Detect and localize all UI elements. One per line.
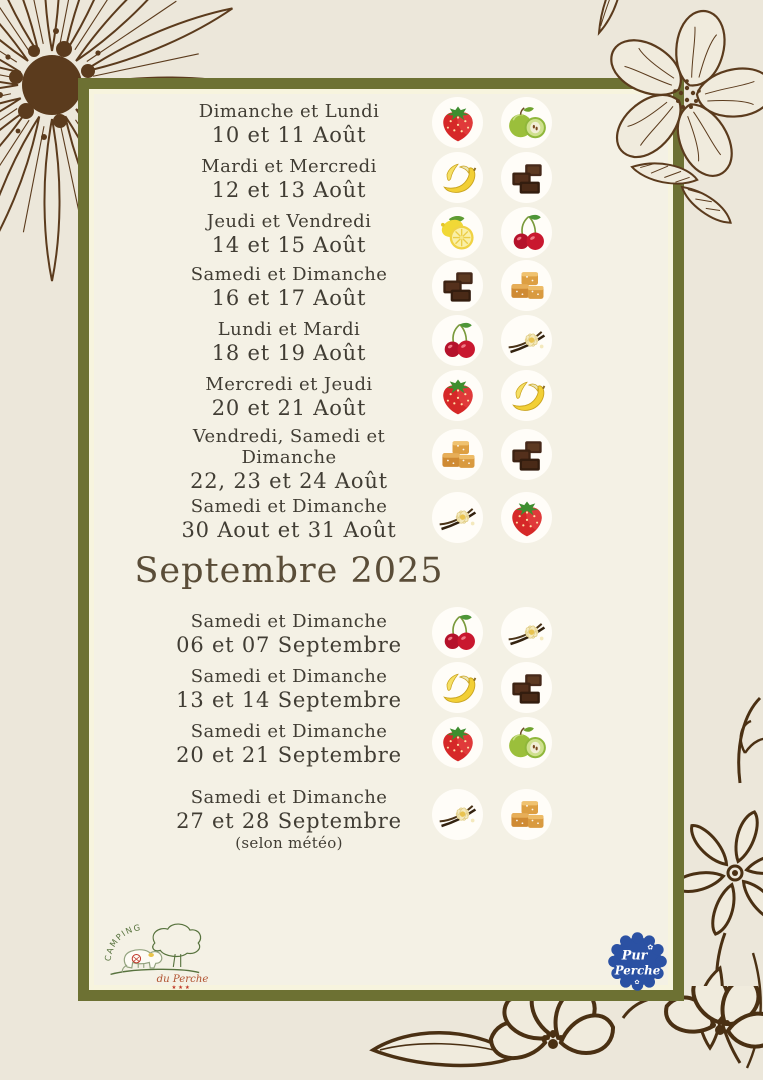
- row-dates: 10 et 11 Août: [211, 123, 367, 147]
- badge-text-line1: Pur: [621, 948, 648, 964]
- badge-flower-icon: ✿: [647, 943, 654, 952]
- section-heading-september: Septembre 2025: [134, 551, 444, 591]
- strawberry-icon: [432, 717, 483, 768]
- green-apple-icon: [501, 717, 552, 768]
- row-dates: 27 et 28 Septembre: [176, 809, 402, 833]
- row-weather-note: (selon météo): [235, 834, 343, 852]
- row-days: Jeudi et Vendredi: [206, 211, 372, 232]
- strawberry-icon: [432, 370, 483, 421]
- vanilla-icon: [432, 492, 483, 543]
- banana-icon: [432, 152, 483, 203]
- row-dates: 16 et 17 Août: [211, 286, 367, 310]
- caramel-icon: [432, 429, 483, 480]
- poster-content: [89, 89, 673, 990]
- row-days: Dimanche et Lundi: [198, 101, 380, 122]
- row-days: Samedi et Dimanche: [190, 787, 388, 808]
- row-dates: 18 et 19 Août: [211, 341, 367, 365]
- row-days: Vendredi, Samedi et Dimanche: [192, 426, 386, 468]
- logo-stars: ★ ★ ★: [171, 985, 190, 991]
- row-dates: 12 et 13 Août: [211, 178, 367, 202]
- cherry-icon: [501, 207, 552, 258]
- caramel-icon: [501, 260, 552, 311]
- row-dates: 14 et 15 Août: [211, 233, 367, 257]
- strawberry-icon: [501, 492, 552, 543]
- logo-arc-text: CAMPING: [102, 921, 143, 962]
- chocolate-icon: [501, 429, 552, 480]
- row-dates: 20 et 21 Septembre: [176, 743, 402, 767]
- chocolate-icon: [432, 260, 483, 311]
- badge-flower-icon: ✿: [634, 980, 640, 987]
- pur-perche-badge: [608, 932, 667, 991]
- row-days: Samedi et Dimanche: [190, 611, 388, 632]
- row-days: Samedi et Dimanche: [190, 721, 388, 742]
- row-dates: 06 et 07 Septembre: [176, 633, 402, 657]
- vanilla-icon: [501, 315, 552, 366]
- logo-tree: [153, 924, 201, 956]
- banana-icon: [432, 662, 483, 713]
- row-dates: 22, 23 et 24 Août: [190, 469, 388, 493]
- strawberry-icon: [432, 97, 483, 148]
- row-days: Mercredi et Jeudi: [205, 374, 373, 395]
- row-dates: 13 et 14 Septembre: [176, 688, 402, 712]
- vanilla-icon: [432, 789, 483, 840]
- caramel-icon: [501, 789, 552, 840]
- banana-icon: [501, 370, 552, 421]
- row-days: Lundi et Mardi: [217, 319, 361, 340]
- row-days: Mardi et Mercredi: [201, 156, 377, 177]
- cherry-icon: [432, 315, 483, 366]
- green-apple-icon: [501, 97, 552, 148]
- row-dates: 20 et 21 Août: [211, 396, 367, 420]
- chocolate-icon: [501, 152, 552, 203]
- cherry-icon: [432, 607, 483, 658]
- camping-du-perche-logo: [94, 919, 212, 991]
- poster-frame-border: [78, 78, 684, 1001]
- badge-text-line2: Perche: [614, 963, 661, 978]
- row-dates: 30 Aout et 31 Août: [181, 518, 397, 542]
- vanilla-icon: [501, 607, 552, 658]
- row-days: Samedi et Dimanche: [190, 496, 388, 517]
- chocolate-icon: [501, 662, 552, 713]
- row-days: Samedi et Dimanche: [190, 264, 388, 285]
- logo-script-text: du Perche: [156, 973, 209, 985]
- row-days: Samedi et Dimanche: [190, 666, 388, 687]
- lemon-icon: [432, 207, 483, 258]
